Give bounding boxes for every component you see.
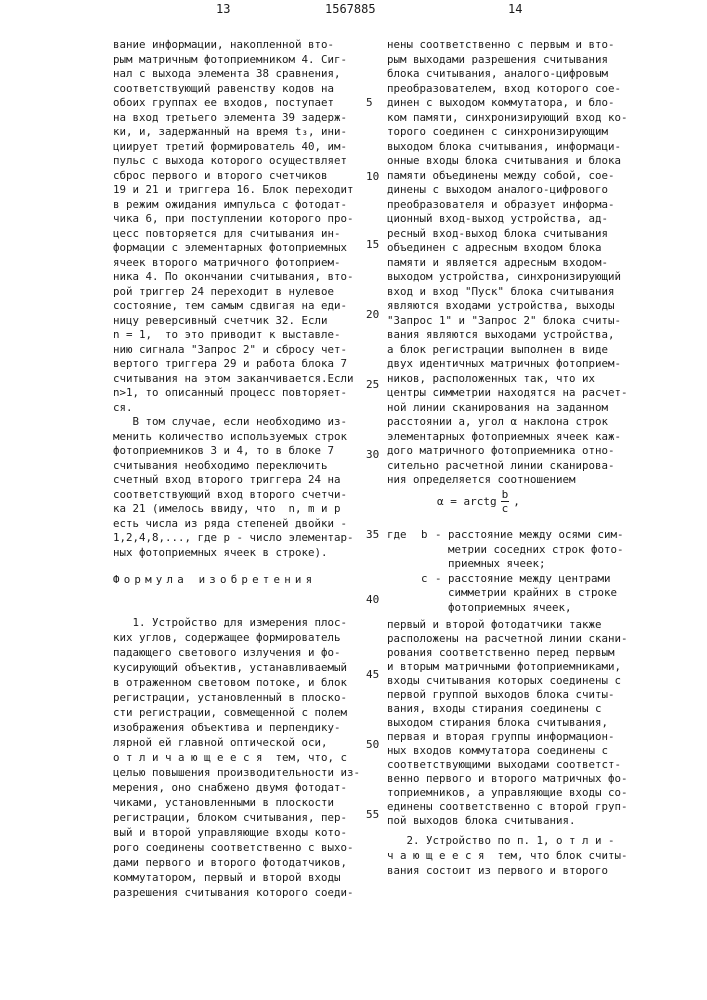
text-line: есть числа из ряда степеней двойки - — [113, 517, 354, 532]
text-line: 1. Устройство для измерения плос- — [113, 615, 360, 630]
claim-2-text — [387, 833, 628, 878]
text-line: изображения объектива и перпендику- — [113, 720, 360, 735]
text-line: объединен с адресным входом блока — [387, 241, 628, 256]
text-line: цесс повторяется для считывания ин- — [113, 227, 354, 242]
where-word: где — [387, 528, 421, 543]
text-line: венно первого и второго матричных фо- — [387, 772, 628, 786]
where-word — [387, 586, 421, 601]
text-line: регистрации, установленный в плоско- — [113, 690, 360, 705]
variable-symbol: c — [421, 572, 435, 587]
variable-symbol — [421, 601, 435, 616]
text-line: считывания на этом заканчивается.Если — [113, 372, 354, 387]
text-line: единены соответственно с второй груп- — [387, 800, 628, 814]
text-line: памяти объединены между собой, сое- — [387, 169, 628, 184]
text-line: сительно расчетной линии сканирова- — [387, 459, 628, 474]
text-line: нены соответственно с первым и вто- — [387, 38, 628, 53]
claim-1-text — [113, 615, 360, 900]
text-line: нию сигнала "Запрос 2" и сбросу чет- — [113, 343, 354, 358]
text-line: о т л и ч а ю щ е е с я тем, что, с — [113, 750, 360, 765]
text-line: выходом блока считывания, информаци- — [387, 140, 628, 155]
text-line: пой выходов блока считывания. — [387, 814, 628, 828]
definition-text: - расстояние между центрами — [435, 572, 611, 587]
text-line: пульс с выхода которого осуществляет — [113, 154, 354, 169]
text-line: расположены на расчетной линии скани- — [387, 632, 628, 646]
text-line: первой группой выходов блока считы- — [387, 688, 628, 702]
text-line: вход и вход "Пуск" блока считывания — [387, 285, 628, 300]
text-line: рым выходами разрешения считывания — [387, 53, 628, 68]
text-line: первая и вторая группы информацион- — [387, 730, 628, 744]
line-number: 25 — [366, 378, 379, 391]
text-line: ка 21 (имелось ввиду, что n, m и p — [113, 502, 354, 517]
text-line: фотоприемников 3 и 4, то в блоке 7 — [113, 444, 354, 459]
definition-line — [387, 601, 624, 616]
text-line: дого матричного фотоприемника отно- — [387, 444, 628, 459]
text-line: соответствующий вход второго счетчи- — [113, 488, 354, 503]
text-line: кусирующий объектив, устанавливаемый — [113, 660, 360, 675]
text-line: 19 и 21 и триггера 16. Блок переходит — [113, 183, 354, 198]
where-word — [387, 557, 421, 572]
text-line: нал с выхода элемента 38 сравнения, — [113, 67, 354, 82]
text-line: вания являются выходами устройства, — [387, 328, 628, 343]
where-word — [387, 601, 421, 616]
text-line: расстоянии a, угол α наклона строк — [387, 415, 628, 430]
text-line: 1,2,4,8,..., где p - число элементар- — [113, 531, 354, 546]
page-number-left: 13 — [216, 2, 230, 16]
text-line: состояние, тем самым сдвигая на еди- — [113, 299, 354, 314]
right-column-text — [387, 38, 628, 488]
text-line: выходом стирания блока считывания, — [387, 716, 628, 730]
text-line: онные входы блока считывания и блока — [387, 154, 628, 169]
text-line: а блок регистрации выполнен в виде — [387, 343, 628, 358]
text-line: обоих группах ее входов, поступает — [113, 96, 354, 111]
text-line: на вход третьего элемента 39 задерж- — [113, 111, 354, 126]
text-line: ных входов коммутатора соединены с — [387, 744, 628, 758]
text-line: ника 4. По окончании считывания, вто- — [113, 270, 354, 285]
text-line: вый и второй управляющие входы кото- — [113, 825, 360, 840]
formula-numerator: b — [501, 488, 510, 502]
definition-text: приемных ячеек; — [435, 557, 546, 572]
text-line: элементарных фотоприемных ячеек каж- — [387, 430, 628, 445]
line-number: 20 — [366, 308, 379, 321]
text-line: рой триггер 24 переходит в нулевое — [113, 285, 354, 300]
definition-line — [387, 586, 624, 601]
text-line: ницу реверсивный счетчик 32. Если — [113, 314, 354, 329]
text-line: в отраженном световом потоке, и блок — [113, 675, 360, 690]
formula — [437, 488, 520, 515]
text-line: менить количество используемых строк — [113, 430, 354, 445]
text-line: "Запрос 1" и "Запрос 2" блока считы- — [387, 314, 628, 329]
text-line: ных фотоприемных ячеек в строке). — [113, 546, 354, 561]
document-number: 1567885 — [325, 2, 376, 16]
definition-line — [387, 543, 624, 558]
definition-text: - расстояние между осями сим- — [435, 528, 624, 543]
text-line: блока считывания, аналого-цифровым — [387, 67, 628, 82]
text-line: вертого триггера 29 и работа блока 7 — [113, 357, 354, 372]
formula-lhs: α = arctg — [437, 495, 497, 508]
text-line: вание информации, накопленной вто- — [113, 38, 354, 53]
text-line: ячеек второго матричного фотоприем- — [113, 256, 354, 271]
text-line: преобразователя и образует информа- — [387, 198, 628, 213]
text-line: разрешения считывания которого соеди- — [113, 885, 360, 900]
text-line: 2. Устройство по п. 1, о т л и - — [387, 833, 628, 848]
text-line: входы считывания которых соединены с — [387, 674, 628, 688]
text-line: вания, входы стирания соединены с — [387, 702, 628, 716]
text-line: динен с выходом коммутатора, и бло- — [387, 96, 628, 111]
formula-denominator: c — [502, 502, 509, 515]
text-line: торого соединен с синхронизирующим — [387, 125, 628, 140]
line-number: 40 — [366, 593, 379, 606]
text-line: падающего светового излучения и фо- — [113, 645, 360, 660]
text-line: топриемников, а управляющие входы со- — [387, 786, 628, 800]
text-line: коммутатором, первый и второй входы — [113, 870, 360, 885]
variable-symbol — [421, 543, 435, 558]
text-line: в режим ожидания импульса с фотодат- — [113, 198, 354, 213]
text-line: дами первого и второго фотодатчиков, — [113, 855, 360, 870]
line-number: 35 — [366, 528, 379, 541]
text-line: центры симметрии находятся на расчет- — [387, 386, 628, 401]
page-number-right: 14 — [508, 2, 522, 16]
text-line: соответствующими выходами соответст- — [387, 758, 628, 772]
text-line: сти регистрации, совмещенной с полем — [113, 705, 360, 720]
definition-text: симметрии крайних в строке — [435, 586, 617, 601]
text-line: В том случае, если необходимо из- — [113, 415, 354, 430]
text-line: сброс первого и второго счетчиков — [113, 169, 354, 184]
text-line: преобразователем, вход которого сое- — [387, 82, 628, 97]
right-column-text-continued — [387, 618, 628, 828]
text-line: ком памяти, синхронизирующий вход ко- — [387, 111, 628, 126]
text-line: двух идентичных матричных фотоприем- — [387, 357, 628, 372]
text-line: n = 1, то это приводит к выставле- — [113, 328, 354, 343]
text-line: ников, расположенных так, что их — [387, 372, 628, 387]
text-line: первый и второй фотодатчики также — [387, 618, 628, 632]
line-number: 55 — [366, 808, 379, 821]
variable-symbol — [421, 557, 435, 572]
text-line: вания состоит из первого и второго — [387, 863, 628, 878]
where-word — [387, 543, 421, 558]
text-line: ной линии сканирования на заданном — [387, 401, 628, 416]
text-line: циирует третий формирователь 40, им- — [113, 140, 354, 155]
text-line: формации с элементарных фотоприемных — [113, 241, 354, 256]
text-line: чика 6, при поступлении которого про- — [113, 212, 354, 227]
text-line: динены с выходом аналого-цифрового — [387, 183, 628, 198]
variable-symbol — [421, 586, 435, 601]
definition-line — [387, 557, 624, 572]
text-line: являются входами устройства, выходы — [387, 299, 628, 314]
line-number: 5 — [366, 96, 373, 109]
text-line: n>1, то описанный процесс повторяет- — [113, 386, 354, 401]
text-line: и вторым матричными фотоприемниками, — [387, 660, 628, 674]
text-line: рования соответственно перед первым — [387, 646, 628, 660]
text-line: ся. — [113, 401, 354, 416]
formula-tail: , — [513, 495, 520, 508]
definition-line — [387, 528, 624, 543]
formula-fraction — [501, 488, 510, 515]
text-line: считывания необходимо переключить — [113, 459, 354, 474]
line-number: 50 — [366, 738, 379, 751]
text-line: соответствующий равенству кодов на — [113, 82, 354, 97]
variable-definitions — [387, 528, 624, 615]
text-line: ких углов, содержащее формирователь — [113, 630, 360, 645]
where-word — [387, 572, 421, 587]
text-line: выходом устройства, синхронизирующий — [387, 270, 628, 285]
text-line: ресный вход-выход блока считывания — [387, 227, 628, 242]
line-number: 45 — [366, 668, 379, 681]
left-column-text — [113, 38, 354, 560]
text-line: ционный вход-выход устройства, ад- — [387, 212, 628, 227]
text-line: регистрации, блоком считывания, пер- — [113, 810, 360, 825]
line-number: 10 — [366, 170, 379, 183]
text-line: целью повышения производительности из- — [113, 765, 360, 780]
text-line: рым матричным фотоприемником 4. Сиг- — [113, 53, 354, 68]
text-line: счетный вход второго триггера 24 на — [113, 473, 354, 488]
line-number: 30 — [366, 448, 379, 461]
text-line: ч а ю щ е е с я тем, что блок считы- — [387, 848, 628, 863]
variable-symbol: b — [421, 528, 435, 543]
text-line: рого соединены соответственно с выхо- — [113, 840, 360, 855]
text-line: чиками, установленными в плоскости — [113, 795, 360, 810]
text-line: лярной ей главной оптической оси, — [113, 735, 360, 750]
text-line: памяти и является адресным входом- — [387, 256, 628, 271]
text-line: ния определяется соотношением — [387, 473, 628, 488]
definition-text: фотоприемных ячеек, — [435, 601, 572, 616]
text-line: ки, и, задержанный на время t₃, ини- — [113, 125, 354, 140]
line-number: 15 — [366, 238, 379, 251]
text-line: мерения, оно снабжено двумя фотодат- — [113, 780, 360, 795]
claims-heading: Формула изобретения — [113, 573, 316, 586]
definition-line — [387, 572, 624, 587]
definition-text: метрии соседних строк фото- — [435, 543, 624, 558]
